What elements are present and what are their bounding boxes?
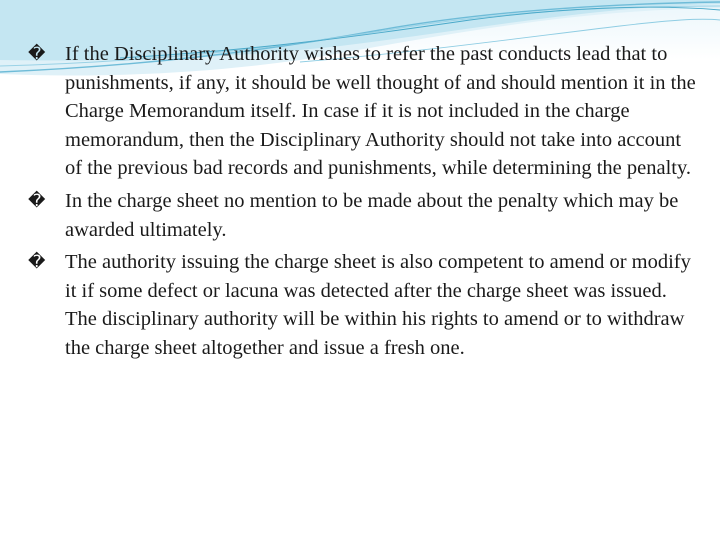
replacement-character-icon: � [28,252,46,273]
replacement-character-icon: � [28,44,46,64]
bullet-list [28,40,698,367]
bullet-text: The authority issuing the charge sheet is also competent to amend or modify it if some defect or lacuna was detected after the charge sheet was issued. The disciplinary authority will be within his rights to amend or to withdraw the charge sheet altogether and issue a fresh one. [65,251,691,359]
replacement-character-icon: � [28,190,46,211]
bullet-text: In the charge sheet no mention to be made about the penalty which may be awarded ultimately. [65,189,679,241]
bullet-text: If the Disciplinary Authority wishes to refer the past conducts lead that to punishments, if any, it should be well thought of and should mention it in the Charge Memorandum itself. In case if it is not included in the charge memorandum, then the Disciplinary Authority should not take into account of the previous bad records and punishments, while determining the penalty. [65,43,696,180]
bullet-item [28,248,698,362]
bullet-item [28,40,698,183]
bullet-item [28,187,698,244]
